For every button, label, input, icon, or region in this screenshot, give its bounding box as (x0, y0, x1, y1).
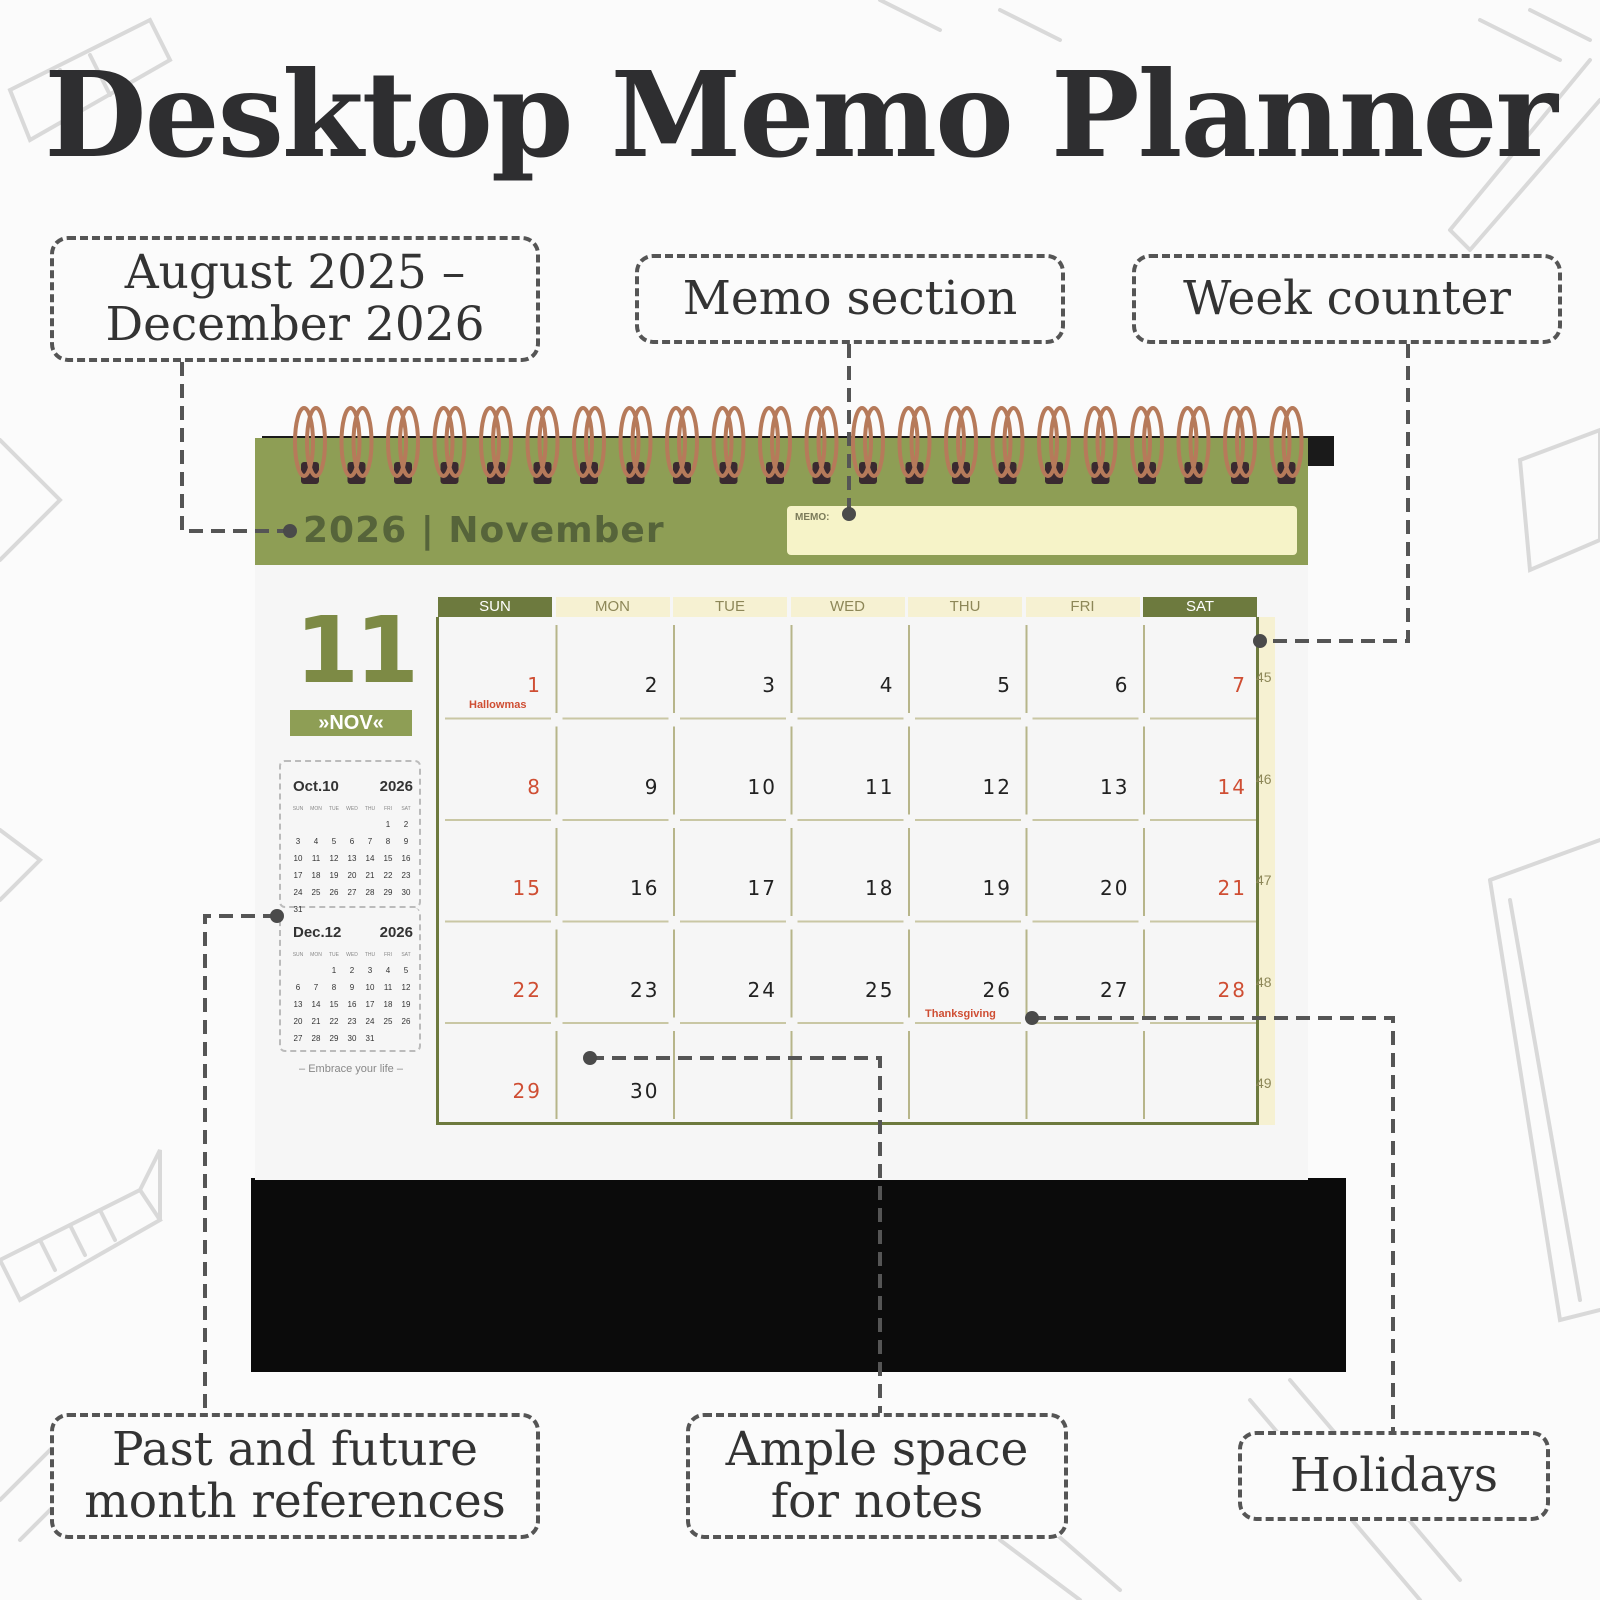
callout-text: August 2025 – (124, 245, 466, 300)
mini-day: 24 (293, 888, 303, 897)
mini-day: 28 (311, 1034, 321, 1043)
day-cell[interactable] (439, 820, 556, 922)
mini-day (307, 966, 325, 983)
mini-day: 27 (347, 888, 357, 897)
day-number: 23 (630, 977, 660, 1002)
day-cell[interactable] (1144, 719, 1261, 821)
mini-day: 12 (329, 854, 339, 863)
week-number: 45 (1256, 669, 1272, 685)
day-number: 24 (747, 977, 777, 1002)
mini-day: 7 (367, 837, 373, 846)
day-number: 12 (982, 774, 1012, 799)
weekday-label-sat: SAT (1143, 597, 1257, 617)
mini-day: 18 (311, 871, 321, 880)
callout-text: for notes (770, 1474, 984, 1529)
callout-text: December 2026 (105, 297, 485, 352)
callout-holidays (1238, 1431, 1550, 1521)
day-cell[interactable] (1144, 617, 1261, 719)
day-number: 19 (982, 876, 1012, 900)
weekday-label-tue: TUE (673, 597, 787, 617)
mini-day: 11 (383, 983, 393, 992)
holiday-label: Hallowmas (469, 699, 527, 711)
callout-text: month references (84, 1474, 506, 1529)
mini-day: 28 (365, 888, 375, 897)
day-number: 22 (512, 977, 542, 1002)
mini-day: 29 (383, 888, 393, 897)
callout-text: Memo section (682, 271, 1018, 326)
mini-day: 23 (347, 1017, 357, 1026)
mini-calendar-previous (279, 760, 421, 914)
mini-day: 4 (313, 837, 319, 846)
mini-day (307, 820, 325, 837)
callout-text: Ample space (725, 1422, 1029, 1477)
weekday-header-row (436, 597, 1264, 617)
day-number: 8 (527, 774, 542, 799)
mini-weekday-label: MON (310, 952, 322, 958)
mini-day-grid (289, 820, 415, 922)
mini-weekday-label: THU (364, 806, 376, 812)
mini-day: 3 (367, 966, 373, 975)
mini-day: 22 (383, 871, 393, 880)
mini-day: 23 (401, 871, 411, 880)
mini-day: 19 (401, 1000, 411, 1009)
page-title: Desktop Memo Planner (44, 45, 1556, 184)
day-cell[interactable] (557, 820, 674, 922)
day-number: 14 (1217, 774, 1247, 799)
mini-day: 19 (329, 871, 339, 880)
day-cell[interactable] (557, 719, 674, 821)
day-cell[interactable] (439, 617, 556, 719)
mini-weekday-label: SAT (401, 952, 411, 958)
month-badge: »NOV« (290, 710, 412, 736)
mini-day: 16 (401, 854, 411, 863)
weekday-label-sun: SUN (438, 597, 552, 617)
mini-weekday-label: SUN (292, 952, 304, 958)
mini-day: 9 (403, 837, 409, 846)
day-cell[interactable] (909, 820, 1026, 922)
mini-day: 8 (331, 983, 337, 992)
day-number: 27 (1100, 977, 1130, 1002)
mini-day-grid (289, 966, 415, 1051)
day-number: 9 (644, 774, 660, 799)
day-cell[interactable] (674, 922, 791, 1024)
mini-weekday-label: TUE (329, 952, 339, 958)
mini-year-label: 2026 (379, 924, 413, 941)
week-number: 49 (1256, 1075, 1272, 1091)
mini-day (325, 820, 343, 837)
day-number: 17 (747, 876, 777, 900)
day-cell[interactable] (1027, 1023, 1144, 1125)
day-cell[interactable] (439, 922, 556, 1024)
day-cell[interactable] (1027, 820, 1144, 922)
mini-day: 22 (329, 1017, 339, 1026)
mini-day: 10 (293, 854, 303, 863)
mini-day: 29 (329, 1034, 339, 1043)
day-number: 13 (1100, 774, 1130, 799)
day-cell[interactable] (909, 922, 1026, 1024)
day-number: 18 (865, 876, 895, 900)
callout-text: Past and future (112, 1422, 478, 1477)
day-number: 25 (865, 977, 895, 1002)
mini-month-label: Oct.10 (293, 778, 339, 795)
mini-month-label: Dec.12 (293, 924, 342, 941)
day-cell[interactable] (909, 1023, 1026, 1125)
day-cell[interactable] (1027, 922, 1144, 1024)
day-number: 21 (1217, 876, 1247, 900)
mini-day (361, 820, 379, 837)
mini-day: 14 (311, 1000, 321, 1009)
mini-day (289, 966, 307, 983)
memo-box (787, 506, 1297, 555)
calendar-header (255, 438, 1308, 565)
day-number: 28 (1217, 977, 1247, 1002)
mini-weekday-row (289, 952, 415, 958)
mini-day: 3 (295, 837, 301, 846)
mini-day: 6 (349, 837, 355, 846)
holiday-label: Thanksgiving (925, 1007, 996, 1020)
mini-weekday-label: FRI (383, 806, 393, 812)
mini-day: 5 (331, 837, 337, 846)
month-year-title: 2026 | November (303, 510, 665, 551)
mini-day: 13 (293, 1000, 303, 1009)
day-cell[interactable] (792, 1023, 909, 1125)
day-number: 29 (512, 1079, 542, 1103)
mini-day: 21 (311, 1017, 321, 1026)
mini-day (343, 820, 361, 837)
day-number: 30 (630, 1079, 660, 1103)
mini-day: 20 (293, 1017, 303, 1026)
mini-day: 1 (385, 820, 391, 829)
day-number: 16 (630, 876, 660, 900)
day-cell[interactable] (674, 1023, 791, 1125)
day-cell[interactable] (792, 719, 909, 821)
day-number: 20 (1100, 876, 1130, 900)
callout-month-references (50, 1413, 540, 1539)
day-number: 5 (997, 673, 1012, 697)
mini-weekday-label: THU (364, 952, 376, 958)
mini-day: 27 (293, 1034, 303, 1043)
day-cell[interactable] (792, 820, 909, 922)
day-cell[interactable] (1144, 820, 1261, 922)
mini-day: 10 (365, 983, 375, 992)
day-number: 2 (644, 673, 660, 697)
mini-weekday-label: WED (346, 806, 358, 812)
mini-weekday-label: SUN (292, 806, 304, 812)
mini-year-label: 2026 (379, 778, 413, 795)
callout-date-range (50, 236, 540, 362)
big-month-number: 11 (295, 597, 416, 704)
mini-weekday-label: MON (310, 806, 322, 812)
planner-stand (251, 1178, 1346, 1372)
mini-day: 24 (365, 1017, 375, 1026)
slogan: – Embrace your life – (299, 1063, 403, 1075)
day-cell[interactable] (439, 1023, 556, 1125)
mini-day: 21 (365, 871, 375, 880)
mini-weekday-label: TUE (329, 806, 339, 812)
day-cell[interactable] (1027, 719, 1144, 821)
mini-day: 14 (365, 854, 375, 863)
day-number: 3 (762, 673, 777, 697)
mini-weekday-label: FRI (383, 952, 393, 958)
day-number: 15 (512, 876, 542, 900)
mini-day: 5 (403, 966, 409, 975)
day-grid (436, 617, 1259, 1125)
mini-day: 7 (313, 983, 319, 992)
day-cell[interactable] (792, 922, 909, 1024)
day-cell[interactable] (557, 617, 674, 719)
day-number: 7 (1232, 673, 1247, 697)
mini-day: 25 (311, 888, 321, 897)
mini-day: 15 (383, 854, 393, 863)
weekday-label-wed: WED (791, 597, 905, 617)
mini-day: 11 (311, 854, 321, 863)
mini-calendar-next (279, 908, 421, 1052)
day-cell[interactable] (557, 922, 674, 1024)
mini-day: 20 (347, 871, 357, 880)
callout-week-counter (1132, 254, 1562, 344)
mini-day: 17 (365, 1000, 375, 1009)
weekday-label-fri: FRI (1026, 597, 1140, 617)
mini-day: 8 (385, 837, 391, 846)
mini-day: 31 (293, 905, 303, 914)
mini-day: 4 (385, 966, 391, 975)
day-cell[interactable] (439, 719, 556, 821)
week-number: 47 (1256, 872, 1272, 888)
day-cell[interactable] (674, 617, 791, 719)
mini-day: 31 (365, 1034, 375, 1043)
mini-weekday-label: SAT (401, 806, 411, 812)
day-number: 26 (982, 977, 1012, 1002)
mini-day: 13 (347, 854, 357, 863)
week-number-strip (1259, 617, 1275, 1125)
callout-text: Holidays (1289, 1448, 1499, 1503)
mini-day: 9 (349, 983, 355, 992)
day-cell[interactable] (674, 820, 791, 922)
mini-day (289, 820, 307, 837)
day-number: 11 (865, 774, 895, 799)
mini-day: 25 (383, 1017, 393, 1026)
day-number: 6 (1114, 673, 1130, 697)
mini-weekday-label: WED (346, 952, 358, 958)
day-cell[interactable] (674, 719, 791, 821)
mini-day: 30 (401, 888, 411, 897)
week-number: 48 (1256, 973, 1272, 990)
weekday-label-mon: MON (556, 597, 670, 617)
day-number: 10 (747, 774, 777, 799)
callout-memo-section (635, 254, 1065, 344)
mini-day: 26 (329, 888, 339, 897)
mini-day: 30 (347, 1034, 357, 1043)
mini-day: 16 (347, 1000, 357, 1009)
day-number: 1 (527, 673, 542, 697)
mini-day: 6 (295, 983, 301, 992)
mini-day: 26 (401, 1017, 411, 1026)
week-number: 46 (1256, 770, 1272, 787)
day-cell[interactable] (909, 719, 1026, 821)
mini-day: 18 (383, 1000, 393, 1009)
weekday-label-thu: THU (908, 597, 1022, 617)
mini-day: 1 (331, 966, 337, 975)
day-number: 4 (879, 673, 895, 697)
mini-day: 12 (401, 983, 411, 992)
mini-weekday-row (289, 806, 415, 812)
day-cell[interactable] (1027, 617, 1144, 719)
mini-day: 2 (403, 820, 409, 829)
calendar-page (255, 565, 1308, 1180)
day-cell[interactable] (1144, 1023, 1261, 1125)
mini-day: 15 (329, 1000, 339, 1009)
callout-notes-space (686, 1413, 1068, 1539)
day-cell[interactable] (909, 617, 1026, 719)
day-cell[interactable] (1144, 922, 1261, 1024)
mini-day: 17 (293, 871, 303, 880)
day-cell[interactable] (557, 1023, 674, 1125)
callout-text: Week counter (1183, 271, 1511, 326)
mini-day: 2 (349, 966, 355, 975)
day-cell[interactable] (792, 617, 909, 719)
memo-label: MEMO: (795, 512, 830, 523)
